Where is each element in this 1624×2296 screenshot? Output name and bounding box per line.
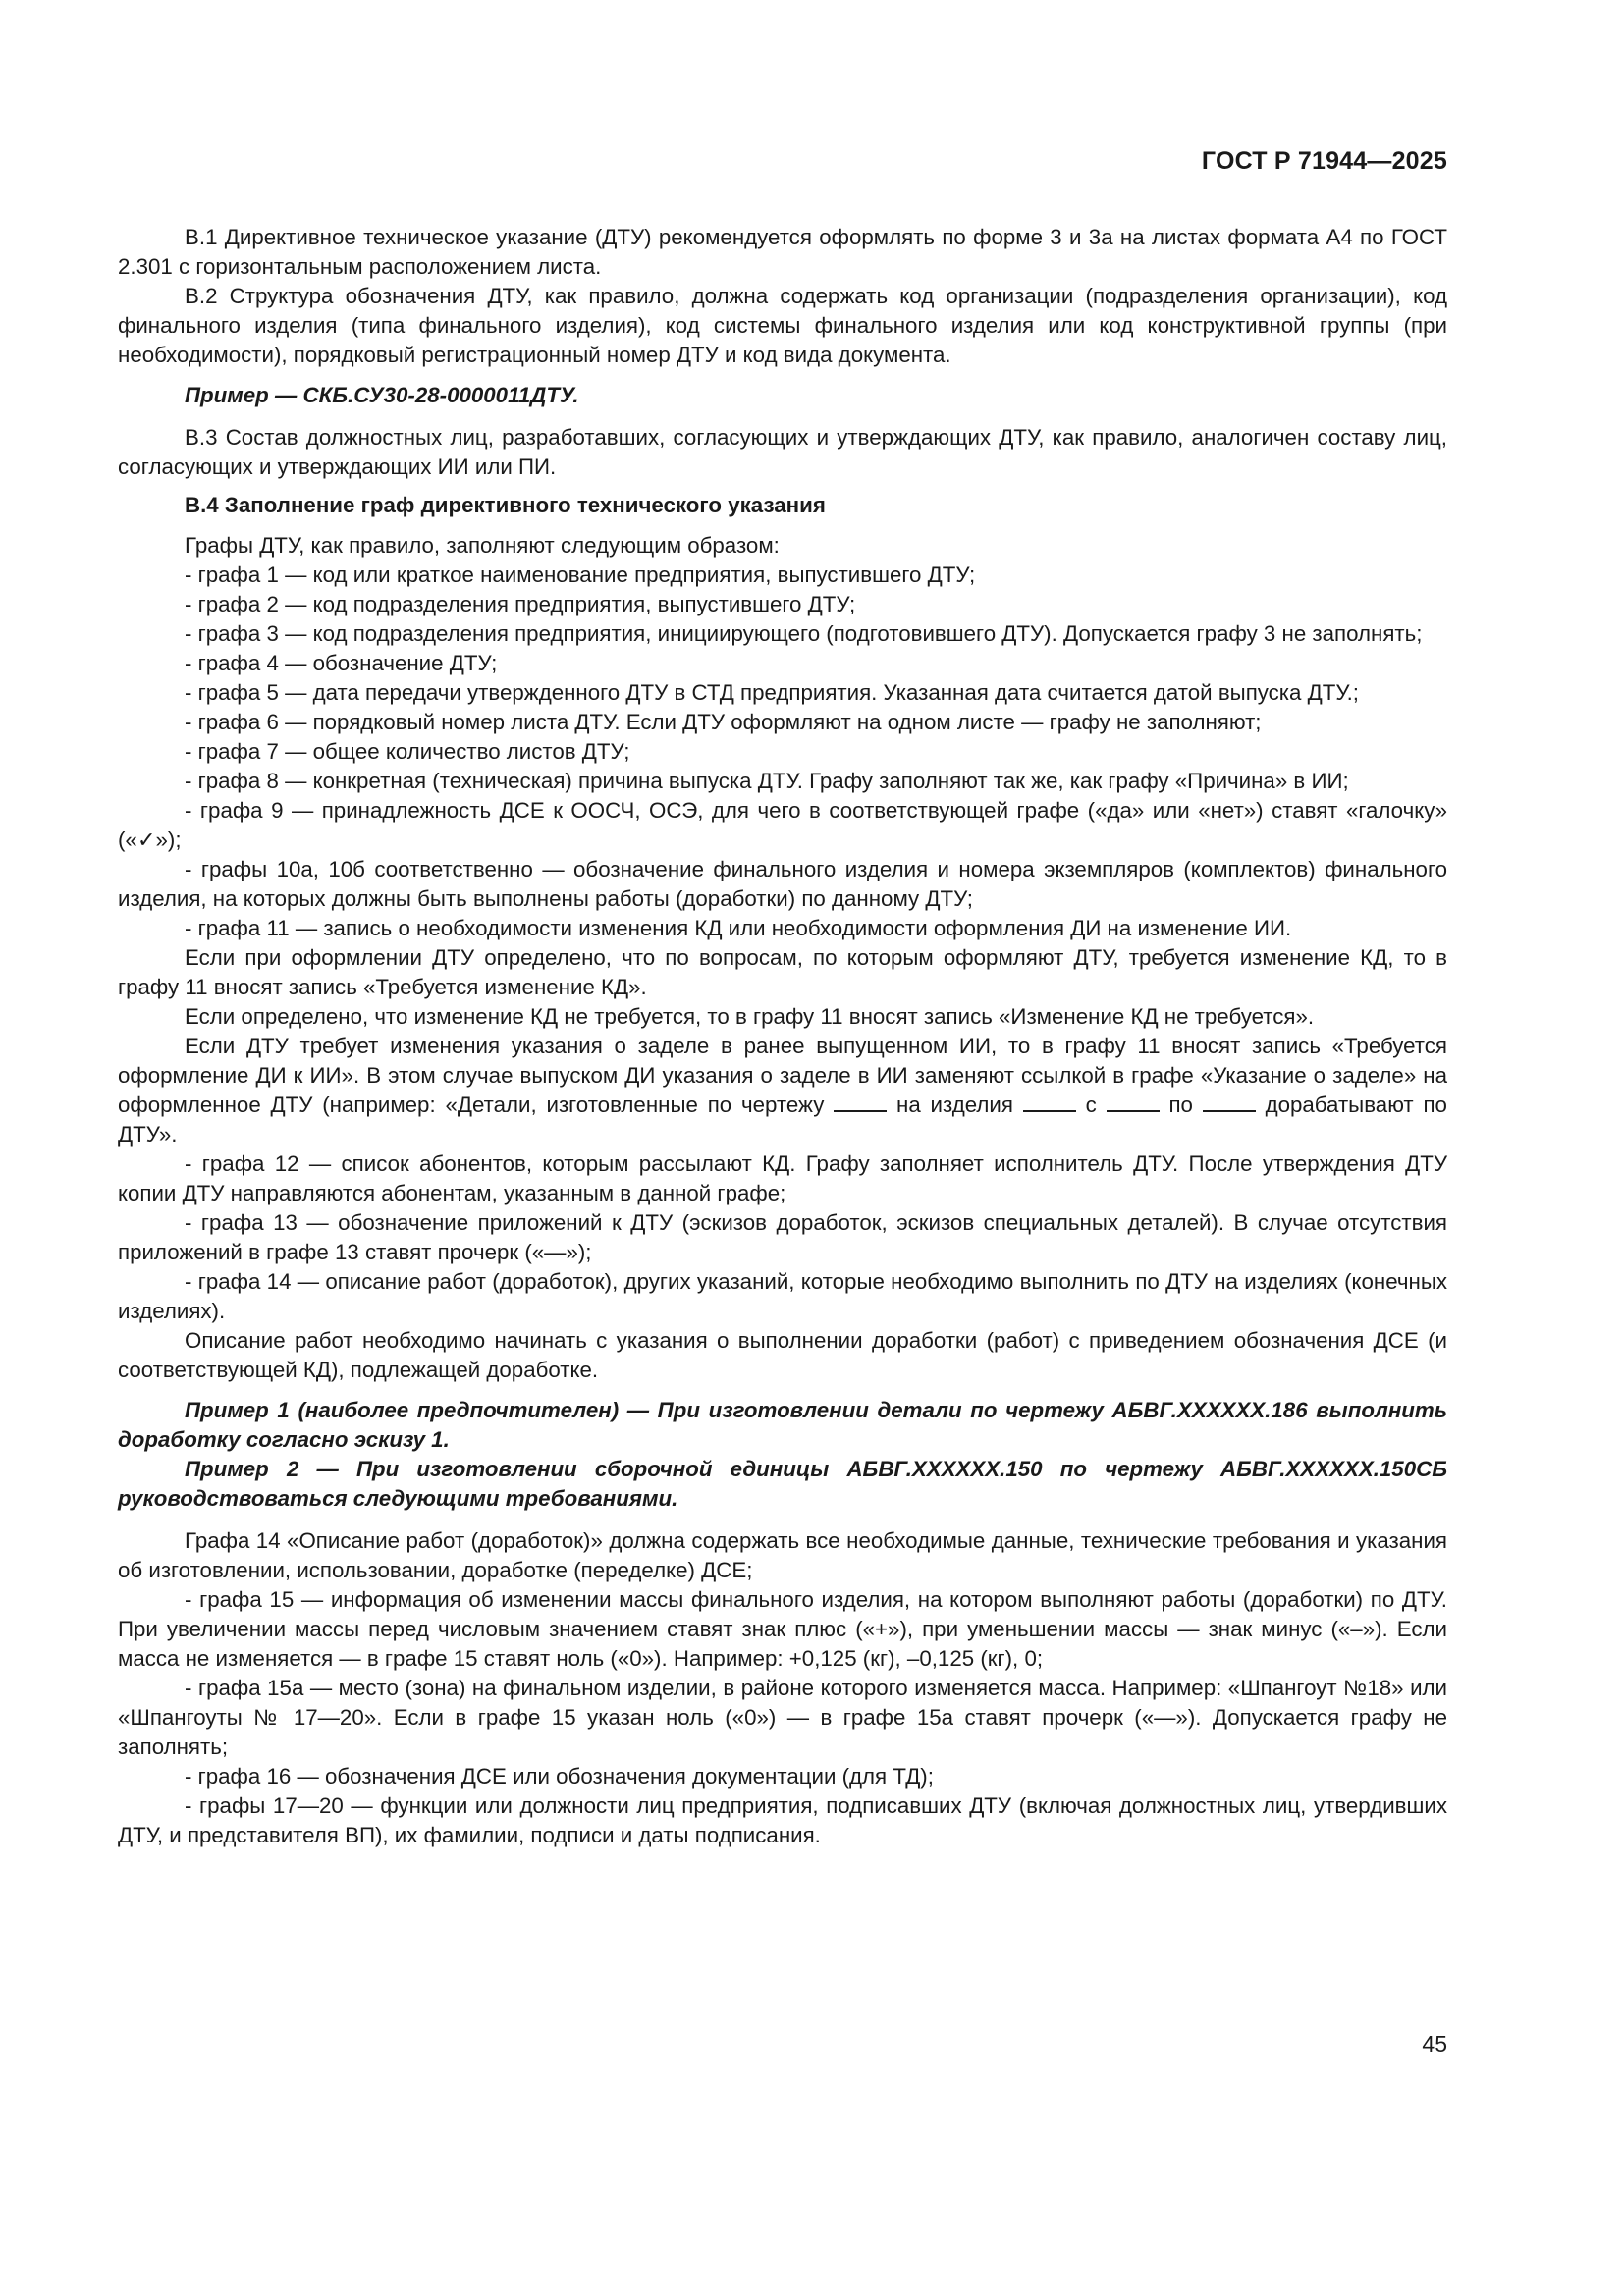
- list-item-g17: - графы 17—20 — функции или должности лиц предприятия, подписавших ДТУ (включая должностных лиц, утвердивших ДТУ, и представителя ВП), их фамилии, подписи и даты подписания.: [118, 1793, 1447, 1847]
- paragraph-g11-a: Если при оформлении ДТУ определено, что по вопросам, по которым оформляют ДТУ, требуется изменение КД, то в графу 11 вносят запись «Требуется изменение КД».: [118, 945, 1447, 999]
- text-segment: по: [1168, 1093, 1193, 1117]
- paragraph-b3: В.3 Состав должностных лиц, разработавших, согласующих и утверждающих ДТУ, как правило, аналогичен составу лиц, согласующих и утверждающих ИИ или ПИ.: [118, 425, 1447, 479]
- list-item-g5: - графа 5 — дата передачи утвержденного ДТУ в СТД предприятия. Указанная дата считается датой выпуска ДТУ.;: [185, 680, 1359, 705]
- page-number: 45: [1422, 2031, 1447, 2056]
- document-code: ГОСТ Р 71944—2025: [1201, 147, 1447, 175]
- list-item-g1: - графа 1 — код или краткое наименование предприятия, выпустившего ДТУ;: [185, 562, 976, 587]
- text-segment: дорабатывают по ДТУ».: [118, 1093, 1447, 1147]
- list-item-g8: - графа 8 — конкретная (техническая) причина выпуска ДТУ. Графу заполняют так же, как графу «Причина» в ИИ;: [185, 769, 1349, 793]
- list-item-g15a: - графа 15а — место (зона) на финальном изделии, в районе которого изменяется масса. Например: «Шпангоут №18» или «Шпангоуты № 17—20». Если в графе 15 указан ноль («0») — в графе 15а ставят прочерк («—»). Допускается графу не заполнять;: [118, 1676, 1447, 1759]
- list-item-g15: - графа 15 — информация об изменении массы финального изделия, на котором выполняют работы (доработки) по ДТУ. При увеличении массы перед числовым значением ставят знак плюс («+»), при уменьшении массы — знак минус («–»). Если масса не изменяется — в графе 15 ставят ноль («0»). Например: +0,125 (кг), –0,125 (кг), 0;: [118, 1587, 1447, 1671]
- blank-line: [1203, 1095, 1256, 1112]
- document-body: [118, 223, 1447, 1850]
- text-segment: Если ДТУ требует изменения указания о заделе в ранее выпущенном ИИ, то в графу 11 вносят запись «Требуется оформление ДИ к ИИ». В этом случае выпуском ДИ указания о заделе в ИИ заменяют ссылкой в графе «Указание о заделе» на оформленное ДТУ (например: «Детали, изготовленные по чертежу: [118, 1034, 1447, 1117]
- list-item-g2: - графа 2 — код подразделения предприятия, выпустившего ДТУ;: [185, 592, 856, 616]
- list-item-g14: - графа 14 — описание работ (доработок), других указаний, которые необходимо выполнить по ДТУ на изделиях (конечных изделиях).: [118, 1269, 1447, 1323]
- paragraph-b2: В.2 Структура обозначения ДТУ, как правило, должна содержать код организации (подразделения организации), код финального изделия (типа финального изделия), код системы финального изделия или код конструктивной группы (при необходимости), порядковый регистрационный номер ДТУ и код вида документа.: [118, 284, 1447, 367]
- paragraph-intro: Графы ДТУ, как правило, заполняют следующим образом:: [185, 533, 780, 558]
- text-segment: с: [1085, 1093, 1097, 1117]
- list-item-g10: - графы 10а, 10б соответственно — обозначение финального изделия и номера экземпляров (комплектов) финального изделия, на которых должны быть выполнены работы (доработки) по данному ДТУ;: [118, 857, 1447, 911]
- list-item-g6: - графа 6 — порядковый номер листа ДТУ. Если ДТУ оформляют на одном листе — графу не заполняют;: [185, 710, 1262, 734]
- example-code: Пример — СКБ.СУ30-28-0000011ДТУ.: [185, 383, 579, 407]
- list-item-g9: - графа 9 — принадлежность ДСЕ к ООСЧ, ОСЭ, для чего в соответствующей графе («да» или «нет») ставят «галочку» («✓»);: [118, 798, 1447, 852]
- example-2: Пример 2 — При изготовлении сборочной единицы АБВГ.XXXXXX.150 по чертежу АБВГ.XXXXXX.150СБ руководствоваться следующими требованиями.: [118, 1457, 1447, 1511]
- list-item-g13: - графа 13 — обозначение приложений к ДТУ (эскизов доработок, эскизов специальных деталей). В случае отсутствия приложений в графе 13 ставят прочерк («—»);: [118, 1210, 1447, 1264]
- list-item-g12: - графа 12 — список абонентов, которым рассылают КД. Графу заполняет исполнитель ДТУ. После утверждения ДТУ копии ДТУ направляются абонентам, указанным в данной графе;: [118, 1151, 1447, 1205]
- paragraph-g14-a: Описание работ необходимо начинать с указания о выполнении доработки (работ) с приведением обозначения ДСЕ (и соответствующей КД), подлежащей доработке.: [118, 1328, 1447, 1382]
- list-item-g11: - графа 11 — запись о необходимости изменения КД или необходимости оформления ДИ на изменение ИИ.: [185, 916, 1292, 940]
- list-item-g16: - графа 16 — обозначения ДСЕ или обозначения документации (для ТД);: [185, 1764, 934, 1789]
- examples-block: [118, 1396, 1447, 1514]
- paragraph-g11-c: [118, 1032, 1447, 1149]
- section-heading-b4: В.4 Заполнение граф директивного технического указания: [185, 493, 826, 517]
- blank-line: [1107, 1095, 1160, 1112]
- example-1: Пример 1 (наиболее предпочтителен) — При изготовлении детали по чертежу АБВГ.XXXXXX.186 выполнить доработку согласно эскизу 1.: [118, 1398, 1447, 1452]
- list-item-g4: - графа 4 — обозначение ДТУ;: [185, 651, 498, 675]
- text-segment: на изделия: [896, 1093, 1013, 1117]
- blank-line: [1023, 1095, 1076, 1112]
- list-item-g3: - графа 3 — код подразделения предприятия, инициирующего (подготовившего ДТУ). Допускается графу 3 не заполнять;: [185, 621, 1423, 646]
- list-item-g7: - графа 7 — общее количество листов ДТУ;: [185, 739, 630, 764]
- paragraph-g14-b: Графа 14 «Описание работ (доработок)» должна содержать все необходимые данные, технические требования и указания об изготовлении, использовании, доработке (переделке) ДСЕ;: [118, 1528, 1447, 1582]
- paragraph-b1: В.1 Директивное техническое указание (ДТУ) рекомендуется оформлять по форме 3 и 3а на листах формата А4 по ГОСТ 2.301 с горизонтальным расположением листа.: [118, 225, 1447, 279]
- blank-line: [834, 1095, 887, 1112]
- paragraph-g11-b: Если определено, что изменение КД не требуется, то в графу 11 вносят запись «Изменение КД не требуется».: [185, 1004, 1315, 1029]
